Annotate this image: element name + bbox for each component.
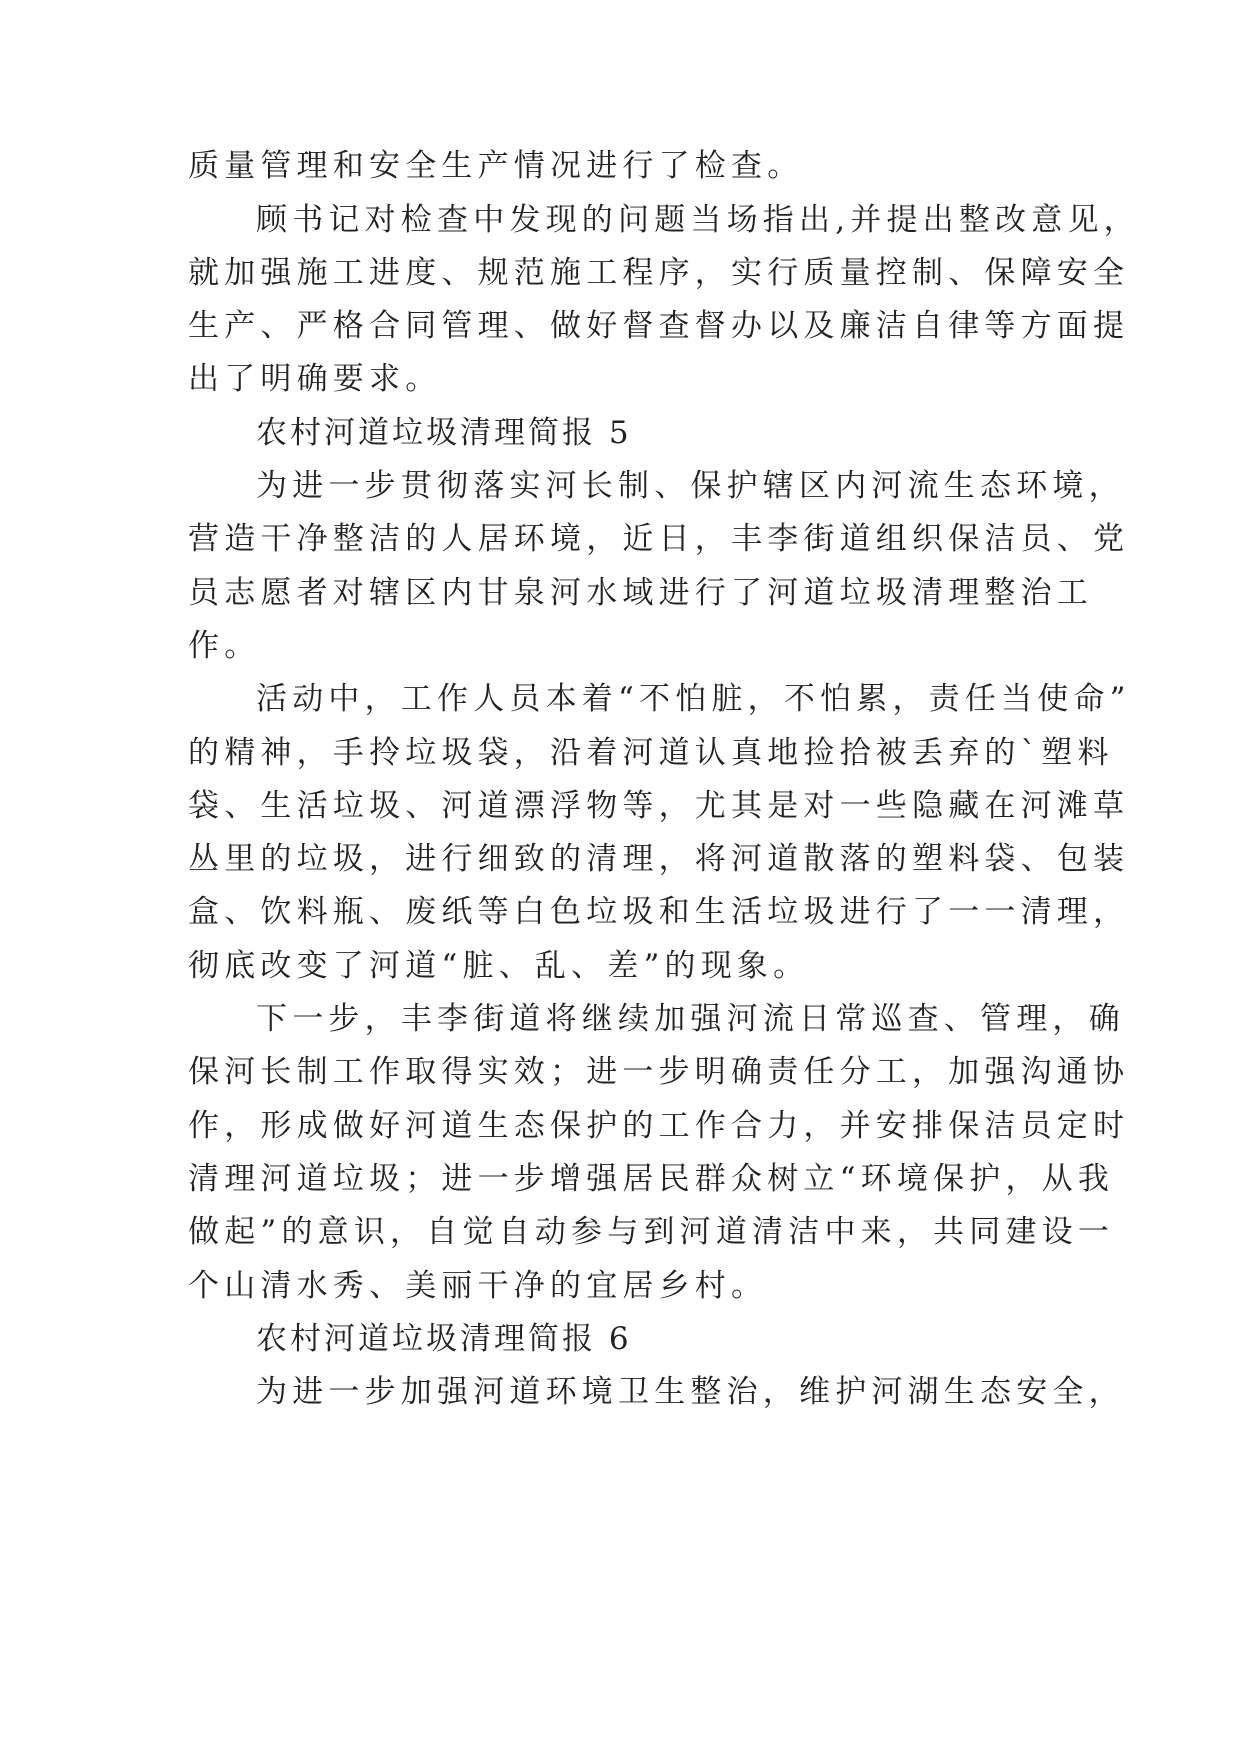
section-heading: 农村河道垃圾清理简报 5 [256,415,632,451]
text-line: 就加强施工进度、规范施工程序，实行质量控制、保障安全 [188,255,1130,291]
paragraph-start: 下一步，丰李街道将继续加强河流日常巡查、管理，确 [256,1001,1125,1037]
section-heading: 农村河道垃圾清理简报 6 [256,1321,632,1357]
text-line: 生产、严格合同管理、做好督查督办以及廉洁自律等方面提 [188,308,1130,344]
text-line: 个山清水秀、美丽干净的宜居乡村。 [188,1268,768,1304]
text-line: 丛里的垃圾，进行细致的清理，将河道散落的塑料袋、包装 [188,841,1130,877]
text-line: 作。 [188,628,261,664]
paragraph-start: 顾书记对检查中发现的问题当场指出,并提出整改意见， [256,202,1140,238]
text-line: 员志愿者对辖区内甘泉河水域进行了河道垃圾清理整治工 [188,575,1093,611]
text-line: 彻底改变了河道“脏、乱、差”的现象。 [188,948,810,984]
text-line: 营造干净整洁的人居环境，近日，丰李街道组织保洁员、党 [188,521,1130,557]
text-line: 质量管理和安全生产情况进行了检查。 [188,148,804,184]
text-line: 出了明确要求。 [188,361,442,397]
text-line: 作，形成做好河道生态保护的工作合力，并安排保洁员定时 [188,1108,1130,1144]
text-line: 保河长制工作取得实效；进一步明确责任分工，加强沟通协 [188,1054,1130,1090]
paragraph-start: 为进一步加强河道环境卫生整治，维护河湖生态安全， [256,1374,1125,1410]
text-line: 盒、饮料瓶、废纸等白色垃圾和生活垃圾进行了一一清理， [188,894,1130,930]
paragraph-start: 为进一步贯彻落实河长制、保护辖区内河流生态环境， [256,468,1125,504]
text-line: 清理河道垃圾；进一步增强居民群众树立“环境保护，从我 [188,1161,1115,1197]
text-line: 袋、生活垃圾、河道漂浮物等，尤其是对一些隐藏在河滩草 [188,788,1130,824]
text-line: 做起”的意识，自觉自动参与到河道清洁中来，共同建设一 [188,1214,1115,1250]
text-line: 的精神，手拎垃圾袋，沿着河道认真地捡拾被丢弃的`塑料 [188,735,1114,771]
paragraph-start: 活动中，工作人员本着“不怕脏，不怕累，责任当使命” [256,681,1131,717]
